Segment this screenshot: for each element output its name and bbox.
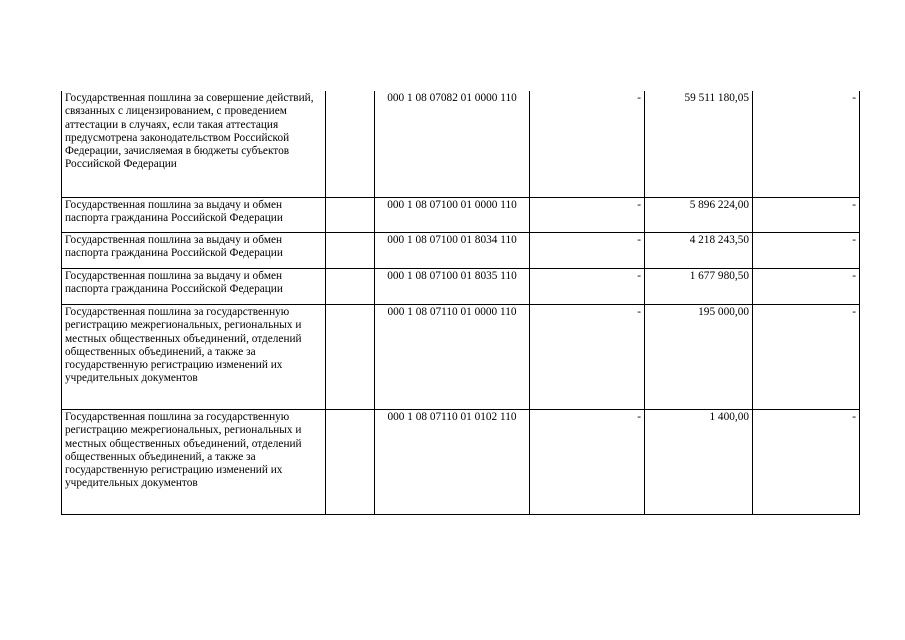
budget-code-cell: 000 1 08 07082 01 0000 110: [375, 91, 530, 198]
budget-code-cell: 000 1 08 07100 01 0000 110: [375, 198, 530, 233]
percent-cell: -: [753, 410, 860, 515]
actual-amount-cell: 4 218 243,50: [645, 233, 753, 269]
revenue-name-cell: Государственная пошлина за государственную регистрацию межрегиональных, региональных и местных общественных объединений, отделений общественных объединений, а также за государственную регистрацию изменений их учредительных документов: [62, 410, 326, 515]
percent-cell: -: [753, 269, 860, 305]
table-row: [62, 198, 860, 233]
revenue-table: [61, 91, 860, 515]
table-row: [62, 91, 860, 198]
plan-amount-cell: -: [530, 198, 645, 233]
revenue-name-cell: Государственная пошлина за государственную регистрацию межрегиональных, региональных и местных общественных объединений, отделений общественных объединений, а также за государственную регистрацию изменений их учредительных документов: [62, 305, 326, 410]
revenue-name-cell: Государственная пошлина за выдачу и обмен паспорта гражданина Российской Федерации: [62, 269, 326, 305]
plan-amount-cell: -: [530, 91, 645, 198]
budget-code-cell: 000 1 08 07100 01 8034 110: [375, 233, 530, 269]
empty-cell: [326, 305, 375, 410]
actual-amount-cell: 5 896 224,00: [645, 198, 753, 233]
percent-cell: -: [753, 198, 860, 233]
table-row: [62, 305, 860, 410]
revenue-name-cell: Государственная пошлина за совершение действий, связанных с лицензированием, с проведением аттестации в случаях, если такая аттестация предусмотрена законодательством Российской Федерации, зачисляемая в бюджеты субъектов Российской Федерации: [62, 91, 326, 198]
actual-amount-cell: 195 000,00: [645, 305, 753, 410]
percent-cell: -: [753, 91, 860, 198]
table-row: [62, 233, 860, 269]
percent-cell: -: [753, 305, 860, 410]
empty-cell: [326, 269, 375, 305]
plan-amount-cell: -: [530, 233, 645, 269]
table-row: [62, 410, 860, 515]
table-row: [62, 269, 860, 305]
budget-code-cell: 000 1 08 07100 01 8035 110: [375, 269, 530, 305]
percent-cell: -: [753, 233, 860, 269]
plan-amount-cell: -: [530, 305, 645, 410]
empty-cell: [326, 91, 375, 198]
budget-code-cell: 000 1 08 07110 01 0000 110: [375, 305, 530, 410]
empty-cell: [326, 198, 375, 233]
revenue-name-cell: Государственная пошлина за выдачу и обмен паспорта гражданина Российской Федерации: [62, 198, 326, 233]
actual-amount-cell: 1 677 980,50: [645, 269, 753, 305]
plan-amount-cell: -: [530, 410, 645, 515]
actual-amount-cell: 59 511 180,05: [645, 91, 753, 198]
empty-cell: [326, 410, 375, 515]
revenue-name-cell: Государственная пошлина за выдачу и обмен паспорта гражданина Российской Федерации: [62, 233, 326, 269]
plan-amount-cell: -: [530, 269, 645, 305]
actual-amount-cell: 1 400,00: [645, 410, 753, 515]
empty-cell: [326, 233, 375, 269]
budget-code-cell: 000 1 08 07110 01 0102 110: [375, 410, 530, 515]
